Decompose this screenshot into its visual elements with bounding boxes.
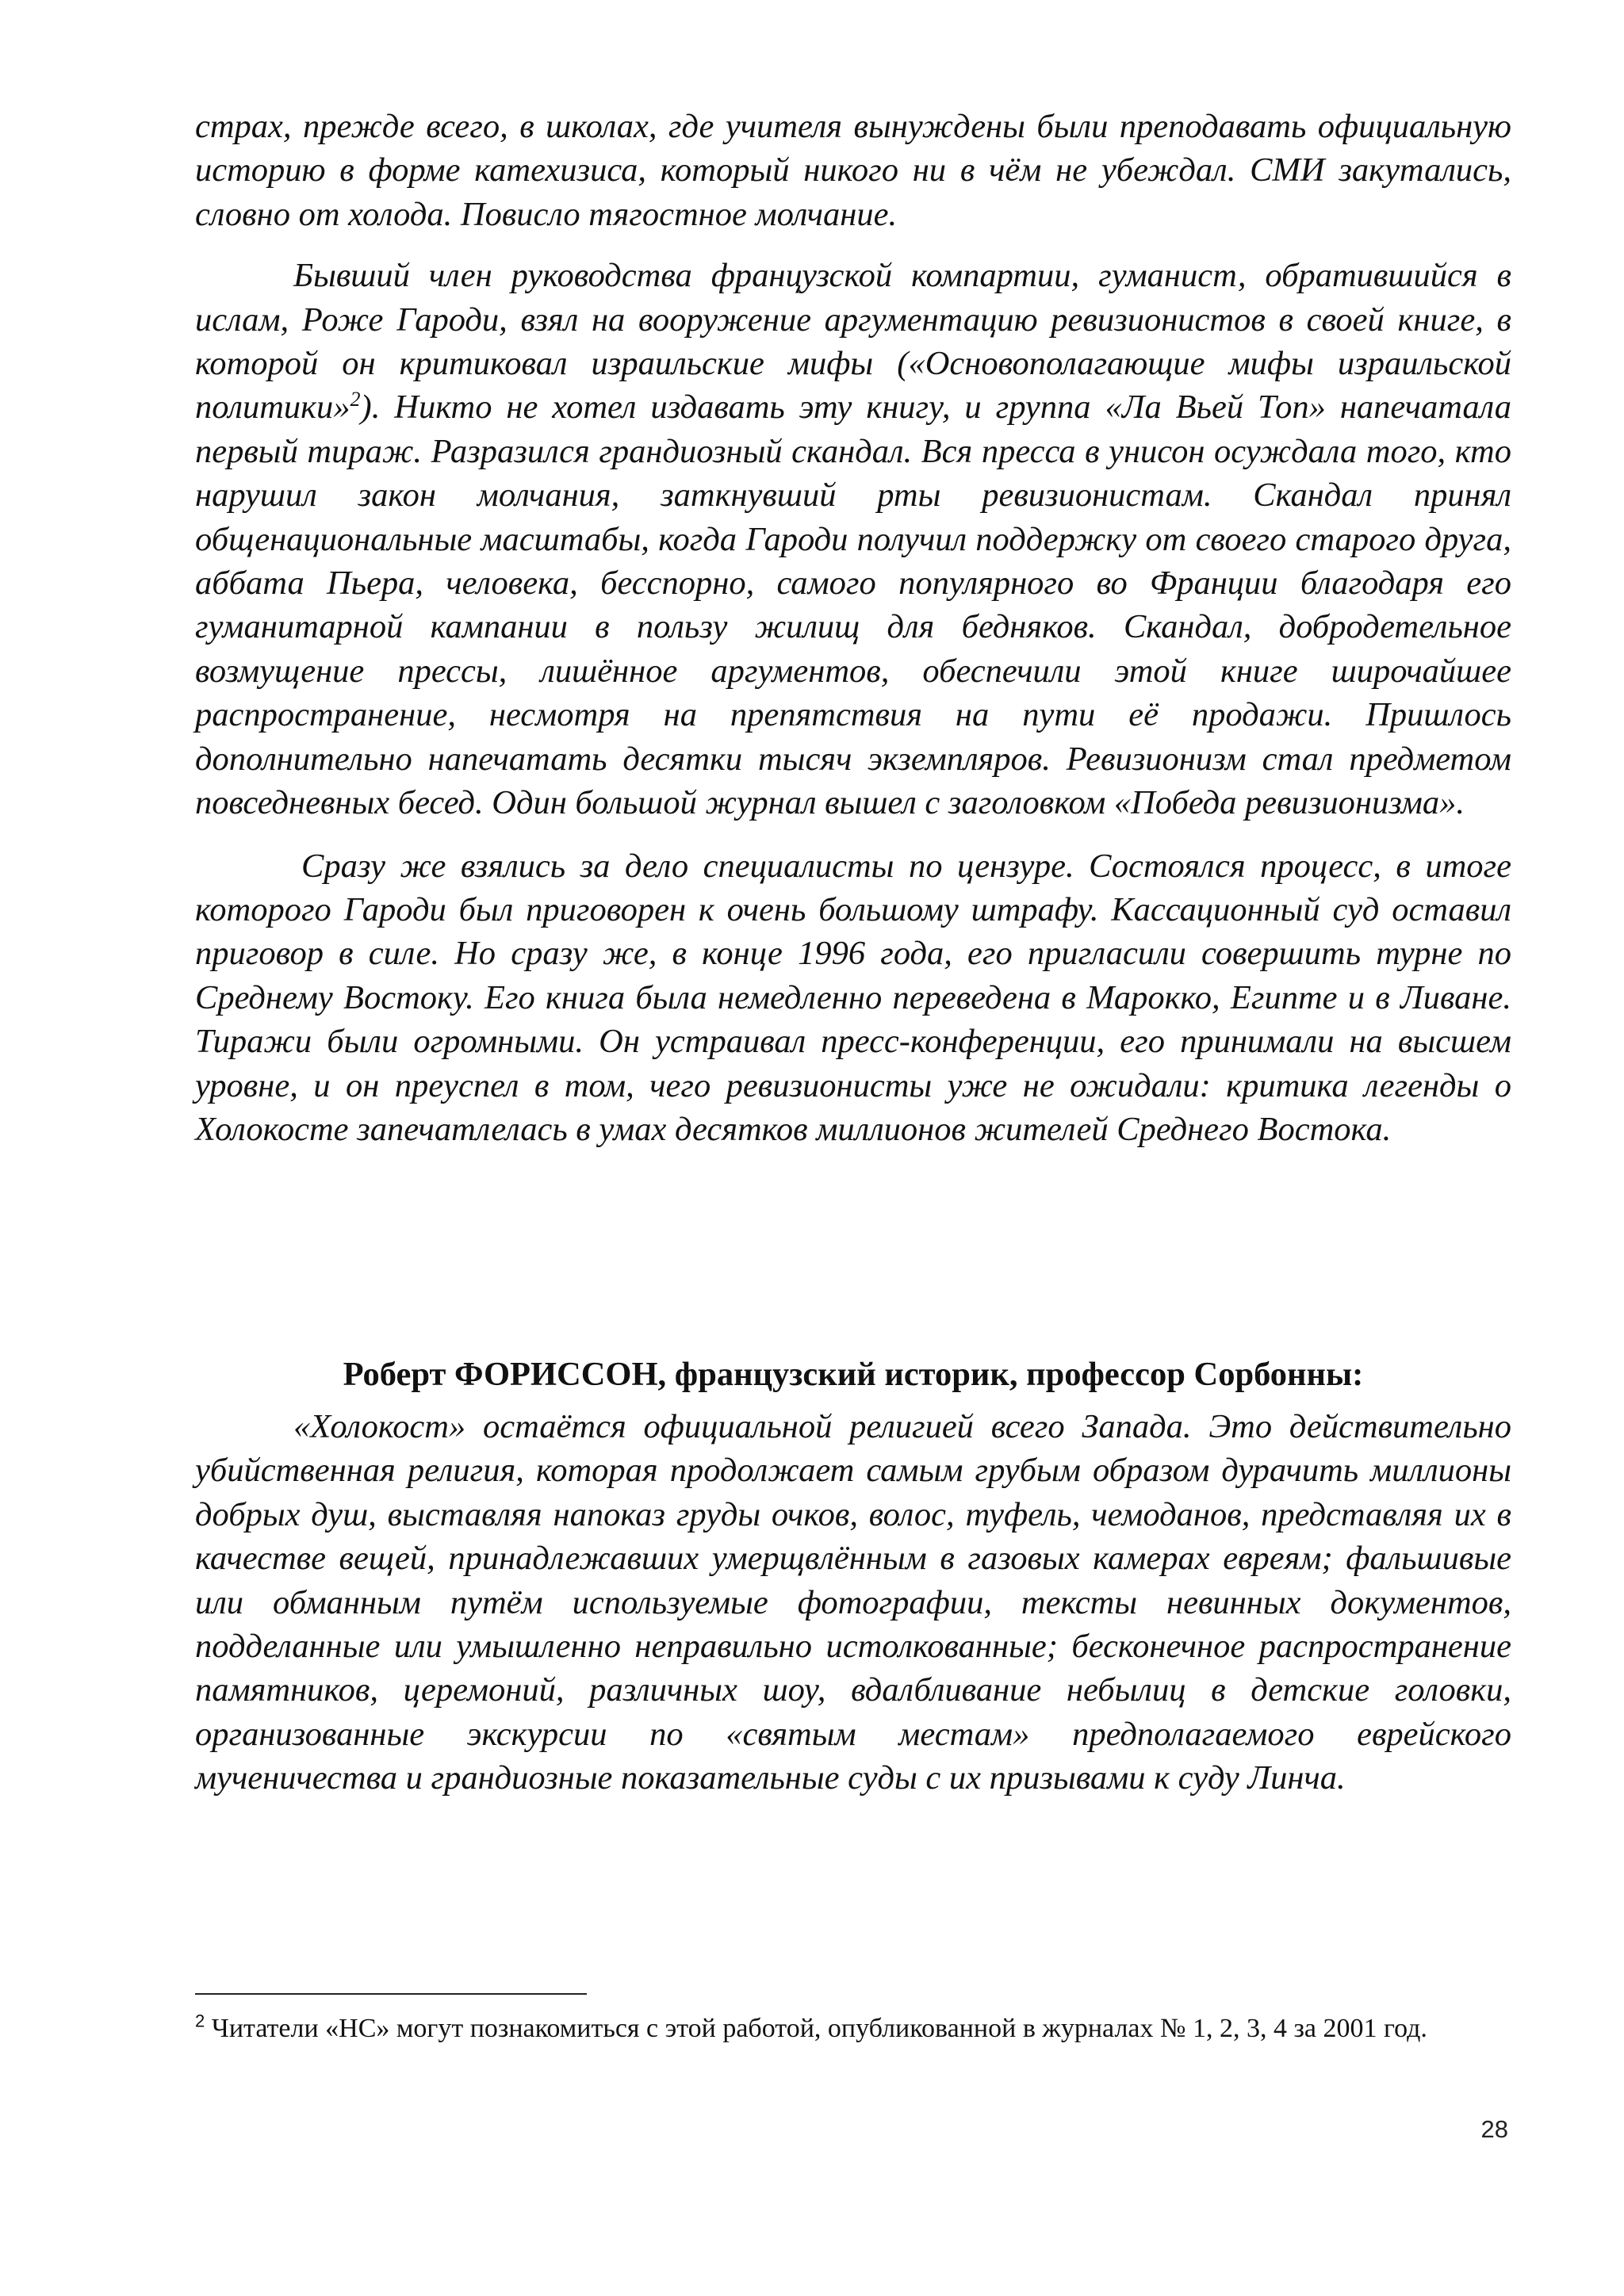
- paragraph-text-after-note: ). Никто не хотел издавать эту книгу, и группа «Ла Вьей Топ» напечатала первый тираж. Разразился грандиозный скандал. Вся пресса в унисон осуждала того, кто нарушил закон молчания, заткнувший рты ревизионистам. Скандал принял общенациональные масштабы, когда Гароди получил поддержку от своего старого друга, аббата Пьера, человека, бесспорно, самого популярного во Франции благодаря его гуманитарной кампании в пользу жилищ для бедняков. Скандал, добродетельное возмущение прессы, лишённое аргументов, обеспечили этой книге широчайшее распространение, несмотря на препятствия на пути её продажи. Пришлось дополнительно напечатать десятки тысяч экземпляров. Ревизионизм стал предметом повседневных бесед. Один большой журнал вышел с заголовком «Победа ревизионизма».: [195, 388, 1511, 822]
- footnote-separator: [195, 1993, 587, 1995]
- paragraph-faurisson-quote: «Холокост» остаётся официальной религией всего Запада. Это действительно убийственная религия, которая продолжает самым грубым образом дурачить миллионы добрых душ, выставляя напоказ груды очков, волос, туфель, чемоданов, представляя их в качестве вещей, принадлежавших умерщвлённым в газовых камерах евреям; фальшивые или обманным путём используемые фотографии, тексты невинных документов, подделанные или умышленно неправильно истолкованные; бесконечное распространение памятников, церемоний, различных шоу, вдалбливание небылиц в детские головки, организованные экскурсии по «святым местам» предполагаемого еврейского мученичества и грандиозные показательные суды с их призывами к суду Линча.: [195, 1408, 1511, 1797]
- page-number: 28: [1480, 2115, 1508, 2143]
- footnote-mark: 2: [195, 2011, 205, 2031]
- page-body: [195, 105, 1511, 1151]
- paragraph-censorship: Сразу же взялись за дело специалисты по цензуре. Состоялся процесс, в итоге которого Гароди был приговорен к очень большому штрафу. Кассационный суд оставил приговор в силе. Но сразу же, в конце 1996 года, его пригласили совершить турне по Среднему Востоку. Его книга была немедленно переведена в Марокко, Египте и в Ливане. Тиражи были огромными. Он устраивал пресс-конференции, его принимали на высшем уровне, и он преуспел в том, чего ревизионисты уже не ожидали: критика легенды о Холокосте запечатлелась в умах десятков миллионов жителей Среднего Востока.: [195, 847, 1511, 1148]
- section-heading: Роберт ФОРИССОН, французский историк, профессор Сорбонны:: [343, 1356, 1364, 1393]
- footnote: [195, 2011, 1511, 2047]
- quote-section: [195, 1405, 1511, 1800]
- paragraph-text-before-note: Бывший член руководства французской компартии, гуманист, обратившийся в ислам, Роже Гароди, взял на вооружение аргументацию ревизионистов в своей книге, в которой он критиковал израильские мифы («Основополагающие мифы израильской политики»: [195, 257, 1511, 427]
- paragraph-continuation: страх, прежде всего, в школах, где учителя вынуждены были преподавать официальную историю в форме катехизиса, который никого ни в чём не убеждал. СМИ закутались, словно от холода. Повисло тягостное молчание.: [195, 108, 1511, 233]
- footnote-reference[interactable]: 2: [350, 388, 361, 411]
- paragraph-garaudy: [195, 254, 1511, 825]
- footnote-text: Читатели «НС» могут познакомиться с этой работой, опубликованной в журналах № 1, 2, 3, 4 за 2001 год.: [205, 2014, 1427, 2043]
